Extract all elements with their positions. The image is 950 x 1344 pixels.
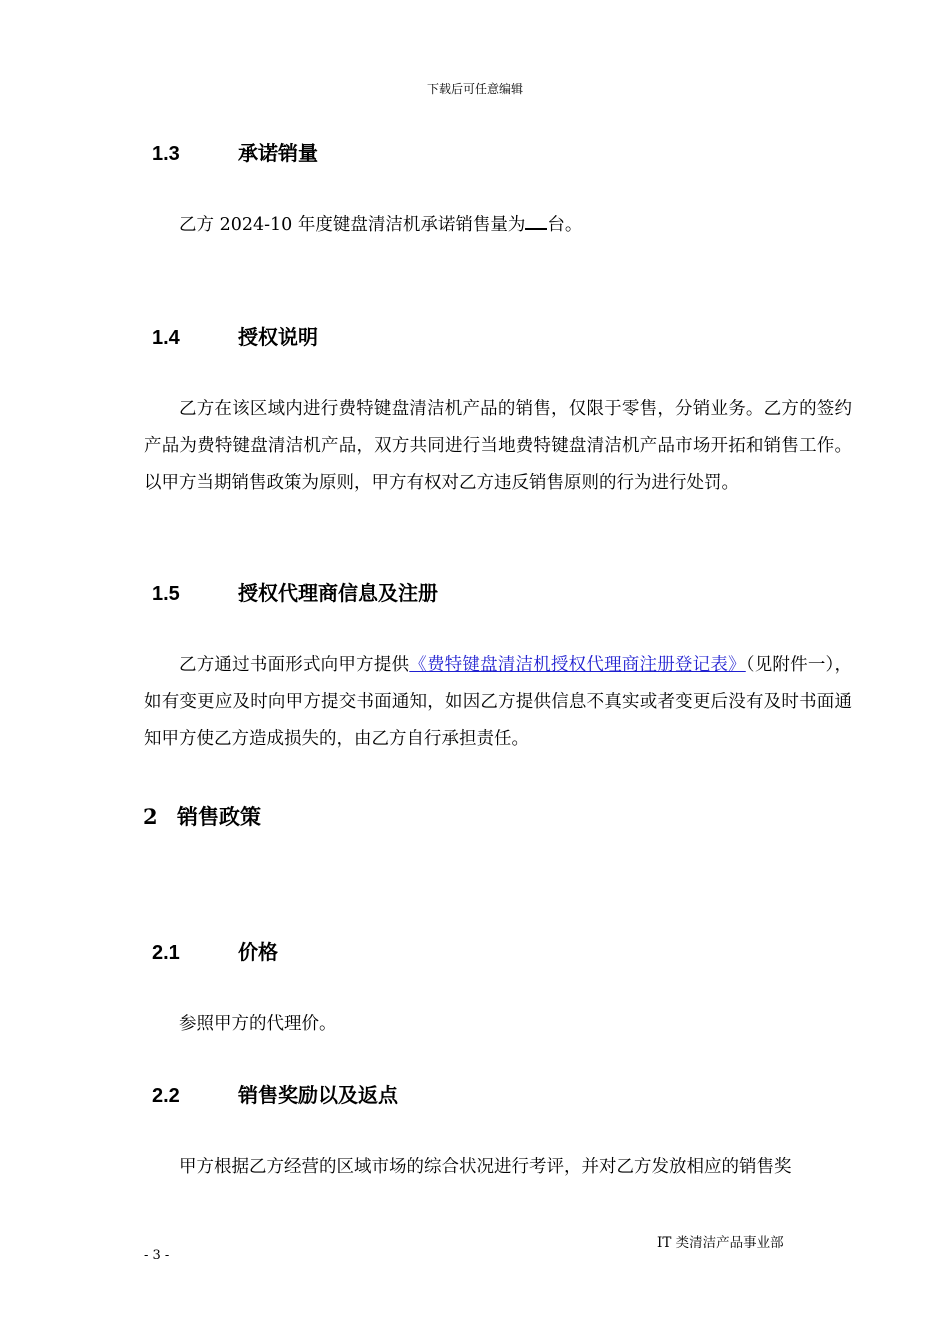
section-title: 销售政策 [177,804,261,829]
registration-form-link[interactable]: 《费特键盘清洁机授权代理商注册登记表》 [409,655,746,675]
paragraph-text: 乙方 2024-10 年度键盘清洁机承诺销售量为 [179,215,526,235]
paragraph-text: （见附件一），如有变更应及时向甲方提交书面通知，如因乙方提供信息不真实或者变更后没有及时书面通知甲方使乙方造成损失的，由乙方自行承担责任。 [144,655,853,749]
section-title: 授权代理商信息及注册 [238,583,438,605]
section-number: 1.4 [152,327,180,349]
paragraph-text: 乙方通过书面形式向甲方提供 [179,655,410,675]
section-heading-2 [143,801,261,831]
paragraph-committed-sales [144,207,852,244]
section-number: 1.3 [152,143,180,165]
section-number: 1.5 [152,583,180,605]
sales-quantity-blank [525,212,547,230]
page-number: - 3 - [144,1248,170,1263]
paragraph-text: 台。 [547,215,583,235]
paragraph-authorization: 乙方在该区域内进行费特键盘清洁机产品的销售，仅限于零售，分销业务。乙方的签约产品为费特键盘清洁机产品，双方共同进行当地费特键盘清洁机产品市场开拓和销售工作。以甲方当期销售政策为原则，甲方有权对乙方违反销售原则的行为进行处罚。 [144,399,852,493]
section-number: 2 [143,804,158,829]
section-title: 承诺销量 [238,143,318,165]
footer-department: IT 类清洁产品事业部 [657,1235,784,1251]
section-title: 销售奖励以及返点 [238,1085,398,1107]
section-heading-1-4 [152,321,318,350]
page-header: 下载后可任意编辑 [426,82,523,96]
section-heading-2-1 [152,936,278,965]
paragraph-price: 参照甲方的代理价。 [179,1014,337,1034]
section-heading-1-5 [152,577,438,606]
section-number: 2.2 [152,1085,180,1107]
section-title: 价格 [238,942,278,964]
section-heading-2-2 [152,1079,398,1108]
section-heading-1-3 [152,137,318,166]
paragraph-sales-rewards: 甲方根据乙方经营的区域市场的综合状况进行考评，并对乙方发放相应的销售奖 [179,1157,792,1177]
section-title: 授权说明 [238,327,318,349]
section-number: 2.1 [152,942,180,964]
paragraph-agent-registration [144,647,852,758]
